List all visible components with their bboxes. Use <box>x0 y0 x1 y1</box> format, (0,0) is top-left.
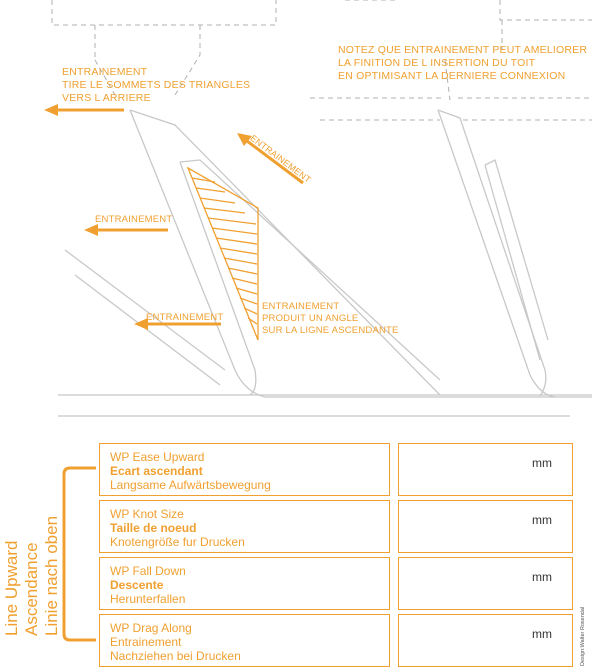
side-label <box>2 516 62 636</box>
wire-structure <box>58 110 592 416</box>
setting-label-fr: Entrainement <box>110 635 182 649</box>
side-label-de: Linie nach oben <box>42 515 61 636</box>
fall-down-value-field[interactable] <box>398 557 573 610</box>
annotation-line: LA FINITION DE L INSERTION DU TOIT <box>338 57 536 69</box>
setting-label-en: WP Drag Along <box>110 621 192 635</box>
arrow-left-icon <box>44 104 124 116</box>
setting-knot-size <box>99 500 390 553</box>
unit-label: mm <box>532 456 552 470</box>
annotation-pull-top-left <box>62 66 250 105</box>
setting-drag-along <box>99 614 390 667</box>
annotation-line: TIRE LE SOMMETS DES TRIANGLES <box>62 79 251 91</box>
setting-fall-down <box>99 557 390 610</box>
side-label-fr: Ascendance <box>22 542 41 636</box>
annotation-angle-note <box>262 301 399 337</box>
annotation-line: ENTRAINEMENT <box>262 301 340 312</box>
annotation-diagonal: ENTRAINEMENT <box>248 132 314 185</box>
annotation-line: ENTRAINEMENT <box>62 66 148 78</box>
setting-label-en: WP Ease Upward <box>110 450 205 464</box>
setting-label-en: WP Knot Size <box>110 507 184 521</box>
setting-label-de: Langsame Aufwärtsbewegung <box>110 478 271 492</box>
ease-upward-value-field[interactable] <box>398 443 573 496</box>
annotation-line: NOTEZ QUE ENTRAINEMENT PEUT AMELIORER <box>338 44 588 56</box>
setting-label-de: Nachziehen bei Drucken <box>110 649 241 663</box>
unit-label: mm <box>532 513 552 527</box>
setting-label-de: Herunterfallen <box>110 592 186 606</box>
drag-along-value-field[interactable] <box>398 614 573 667</box>
side-label-en: Line Upward <box>2 540 21 636</box>
annotation-line: SUR LA LIGNE ASCENDANTE <box>262 325 399 336</box>
unit-label: mm <box>532 570 552 584</box>
annotation-line: EN OPTIMISANT LA DERNIERE CONNEXION <box>338 70 566 82</box>
annotation-line: PRODUIT UN ANGLE <box>262 313 359 324</box>
setting-label-fr: Taille de noeud <box>110 521 197 535</box>
annotation-line: VERS L ARRIERE <box>62 92 151 104</box>
setting-label-fr: Ecart ascendant <box>110 464 203 478</box>
annotation-middle-left: ENTRAINEMENT <box>95 214 173 225</box>
knot-size-value-field[interactable] <box>398 500 573 553</box>
unit-label: mm <box>532 627 552 641</box>
setting-label-de: Knotengröße fur Drucken <box>110 535 245 549</box>
bracket <box>60 466 100 642</box>
setting-label-fr: Descente <box>110 578 164 592</box>
annotation-note-top-right <box>338 44 587 83</box>
design-credit: Design:Walter Rosendal <box>580 606 586 666</box>
annotation-lower-left: ENTRAINEMENT <box>146 312 224 323</box>
setting-label-en: WP Fall Down <box>110 564 186 578</box>
setting-ease-upward <box>99 443 390 496</box>
